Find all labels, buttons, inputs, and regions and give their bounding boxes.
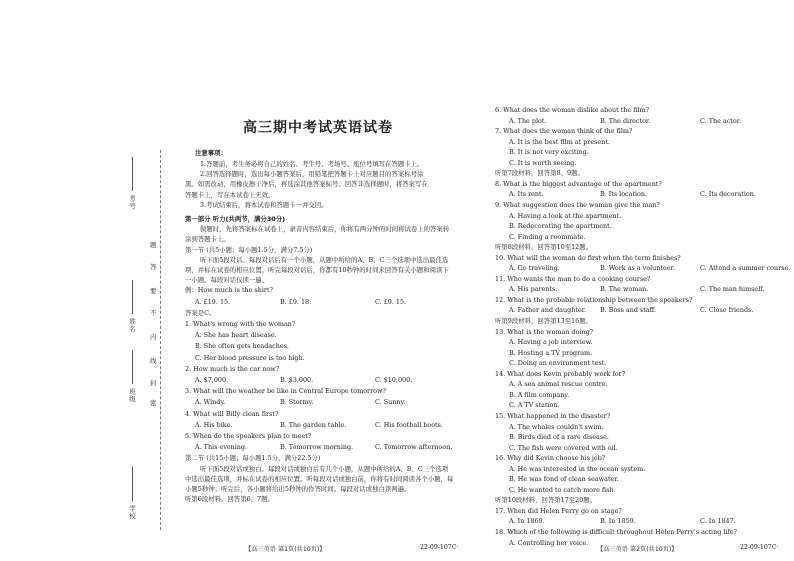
answer-option: C. His football boots.: [375, 420, 443, 429]
answer-option: B. In 1859.: [600, 517, 636, 526]
section1-intro: 项，并标在试卷的相应位置。听完每段对话后，你都有10秒钟的时间来回答有关小题和阅读下: [185, 266, 449, 274]
question-stem: 18. Which of the following is difficult throughout Helen Perry's acting life?: [495, 528, 737, 536]
example-answer: 答案是C。: [185, 308, 216, 317]
answer-option: B. He was fond of clean seawater.: [509, 475, 619, 484]
answer-option: C. Its decoration.: [700, 190, 756, 199]
answer-option: A. His bike.: [195, 420, 233, 429]
answer-option: A. Having a look at the apartment.: [509, 211, 622, 220]
question-stem: 11. Who wants the man to do a cooking course?: [495, 274, 651, 283]
answer-option: A. Its rent.: [509, 190, 544, 199]
binding-label: 姓名: [128, 318, 136, 333]
part1-heading: 第一部分 听力(共两节，满分30分): [185, 215, 286, 223]
notes-line: 2.回答选择题时，选出每小题答案后，用铅笔把答题卡上对应题目的答案标号涂: [200, 170, 424, 179]
section1-intro: 一小题。每段对话仅读一遍。: [185, 276, 269, 285]
seal-char: 封: [150, 379, 157, 387]
section2-intro: 小题5秒钟；听完后，各小题将给出5秒钟的作答时间。每段对话或独白读两遍。: [185, 485, 411, 493]
binding-write-line: [132, 467, 133, 501]
answer-option: C. It is worth seeing.: [509, 158, 577, 167]
question-stem: 5. When do the speakers plan to meet?: [185, 432, 312, 440]
notes-line: 1.答题前，考生务必将自己的姓名、考生号、考场号、座位号填写在答题卡上。: [200, 160, 424, 168]
answer-option: B. Boss and staff.: [600, 306, 656, 315]
binding-write-line: [132, 280, 133, 314]
answer-option: B. Hosting a TV program.: [509, 348, 593, 357]
answer-option: A. Father and daughter.: [509, 306, 587, 315]
answer-option: C. Finding a roommate.: [509, 232, 586, 241]
notes-heading: 注意事项：: [195, 149, 227, 157]
answer-option: A. This evening.: [195, 443, 247, 452]
binding-label: 学校: [128, 505, 136, 520]
example-option: A. £19. 15.: [195, 297, 231, 306]
section2-intro: 中选出最佳选项，并标在试卷的相应位置。听每段对话或独白前，你将有时间阅读各个小题，每: [185, 474, 454, 483]
seal-char: 答: [150, 263, 157, 271]
footer-left-code: ·22-09-107C·: [418, 544, 459, 551]
answer-option: B. The woman.: [600, 285, 649, 294]
answer-option: B. A film company.: [509, 390, 570, 399]
question-stem: 14. What does Kevin probably work for?: [495, 369, 626, 378]
section1-heading: 第一节 (共5小题；每小题1.5分，满分7.5分): [185, 245, 313, 254]
example-option: C. £9. 15.: [375, 297, 407, 306]
binding-write-line: [132, 350, 133, 384]
question-stem: 7. What does the woman think of the film?: [495, 127, 633, 136]
section2-heading: 第二节 (共15小题；每小题1.5分，满分22.5分): [185, 454, 321, 463]
answer-option: B. She often gets headaches.: [195, 342, 289, 351]
answer-option: A. His parents.: [509, 285, 558, 294]
question-stem: 16. Why did Kevin choose his job?: [495, 454, 606, 463]
seal-char: 线: [150, 357, 157, 365]
question-stem: 10. What will the woman do first when the term finishes?: [495, 253, 681, 262]
answer-option: C. $10,000.: [375, 376, 413, 384]
answer-option: A. $7,000.: [195, 376, 229, 384]
page-title: 高三期中考试英语试卷: [243, 120, 393, 136]
example-option: B. £9. 18.: [280, 297, 312, 306]
question-stem: 9. What suggestion does the woman give the man?: [495, 200, 660, 209]
answer-option: B. Stormy.: [280, 398, 314, 407]
footer-right-code: ·22-09-107C·: [738, 544, 779, 551]
material-intro: 听第10段材料，回答第17至20题。: [495, 496, 597, 505]
answer-option: B. Its location.: [600, 190, 648, 199]
seal-char: 内: [150, 333, 157, 341]
answer-option: A. It is the best film at present.: [509, 137, 610, 146]
answer-option: A. The plot.: [509, 116, 547, 125]
answer-option: B. The garden table.: [280, 420, 347, 429]
answer-option: B. Work as a volunteer.: [600, 264, 675, 273]
binding-label: 考号: [128, 195, 136, 210]
answer-option: C. A TV station.: [509, 401, 560, 410]
answer-option: B. The director.: [600, 116, 651, 125]
seal-dashed-line: [160, 150, 161, 530]
part1-intro: 做题时，先将答案标在试卷上，录音内容结束后，你将有两分钟的时间将试卷上的答案转: [200, 225, 450, 234]
answer-option: A. Go traveling.: [509, 264, 560, 273]
notes-line: 3.考试结束后，将本试卷和答题卡一并交回。: [200, 200, 328, 209]
answer-option: A. She has heart disease.: [195, 331, 277, 340]
answer-option: A. Windy.: [195, 398, 226, 407]
question-stem: 13. What is the woman doing?: [495, 327, 594, 336]
question-stem: 6. What does the woman dislike about the film?: [495, 106, 650, 114]
answer-option: B. $3,000.: [280, 376, 314, 384]
question-stem: 2. How much is the car now?: [185, 364, 280, 373]
answer-option: C. The man himself.: [700, 285, 765, 294]
question-stem: 17. When did Helen Perry go on stage?: [495, 506, 622, 515]
part1-intro: 涂到答题卡上。: [185, 235, 230, 244]
answer-option: A. He was interested in the ocean system.: [509, 464, 646, 473]
answer-option: C. Sunny.: [375, 398, 406, 407]
answer-option: C. Her blood pressure is too high.: [195, 353, 305, 362]
answer-option: B. Redecorating the apartment.: [509, 222, 612, 231]
answer-option: B. Birds died of a rare disease.: [509, 433, 609, 442]
seal-char: 不: [150, 309, 157, 317]
answer-option: A. A sea animal rescue centre.: [509, 380, 608, 389]
answer-option: C. The actor.: [700, 116, 742, 125]
material-intro: 听第8段材料，回答第10至12题。: [495, 243, 593, 252]
question-stem: 1. What's wrong with the woman?: [185, 320, 296, 328]
material-intro: 听第6段材料，回答第6、7题。: [185, 495, 274, 504]
notes-line: 答题卡上，写在本试卷上无效。: [185, 190, 275, 199]
answer-option: A. Having a job interview.: [509, 338, 593, 347]
section1-intro: 听下面5段对话。每段对话后有一个小题，从题中所给的A、B、C三个选项中选出最佳选: [200, 255, 449, 264]
binding-write-line: [132, 157, 133, 191]
answer-option: C. The fish were covered with oil.: [509, 443, 618, 452]
answer-option: C. Attend a summer course.: [700, 264, 791, 273]
question-stem: 4. What will Billy clean first?: [185, 409, 279, 418]
section2-intro: 听下面5段对话或独白。每段对话或独白后有几个小题，从题中所给的A、B、C三个选项: [200, 464, 449, 473]
answer-option: C. In 1847.: [700, 517, 736, 526]
footer-right: 【高三英语 第2页(共10页)】: [597, 546, 678, 553]
answer-option: C. Close friends.: [700, 306, 754, 315]
binding-label: 班级: [128, 388, 136, 403]
answer-option: C. Tomorrow afternoon.: [375, 443, 453, 452]
answer-option: B. Tomorrow morning.: [280, 443, 354, 452]
footer-left: 【高三英语 第1页(共10页)】: [245, 546, 326, 553]
notes-line: 黑。如需改动，用橡皮擦干净后，再选涂其他答案标号。回答非选择题时，将答案写在: [185, 180, 428, 189]
material-intro: 听第7段材料，回答第8、9题。: [495, 169, 584, 178]
question-stem: 15. What happened in the disaster?: [495, 411, 611, 420]
question-stem: 12. What is the probable relationship between the speakers?: [495, 295, 693, 304]
answer-option: C. He wanted to catch more fish.: [509, 485, 616, 494]
example-question: 例：How much is the shirt?: [185, 286, 273, 295]
answer-option: A. In 1869.: [509, 517, 545, 526]
answer-option: A. The whales couldn't swim.: [509, 422, 604, 431]
material-intro: 听第9段材料，回答第13至16题。: [495, 317, 593, 325]
question-stem: 8. What is the biggest advantage of the apartment?: [495, 179, 662, 188]
answer-option: A. Controlling her voice.: [509, 538, 589, 547]
seal-char: 题: [150, 241, 157, 249]
seal-char: 要: [150, 287, 157, 295]
question-stem: 3. What will the weather be like in Central Europe tomorrow?: [185, 387, 386, 396]
answer-option: B. It is not very exciting.: [509, 148, 589, 157]
answer-option: C. Doing an environment test.: [509, 359, 607, 368]
seal-char: 密: [150, 399, 157, 407]
